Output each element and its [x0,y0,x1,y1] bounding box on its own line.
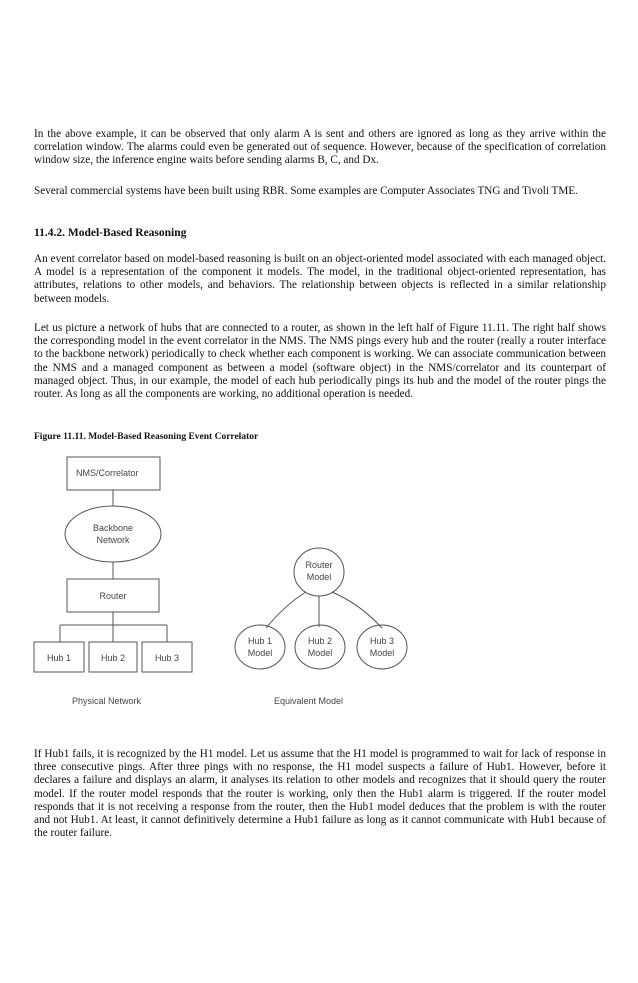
hub1-model-node [235,625,285,669]
backbone-label-line1: Backbone [92,523,134,533]
router-model-label-line2: Model [306,572,332,582]
router-label: Router [99,591,127,601]
paragraph-commercial-systems: Several commercial systems have been built using RBR. Some examples are Computer Associates TNG and Tivoli TME. [34,185,578,197]
paragraph-model-based-intro: An event correlator based on model-based reasoning is built on an object-oriented model associated with each managed object. A model is a representation of the component it models. The model, in the traditional object-oriented representation, has attributes, relations to other models, and behaviors. The relationship between objects is reflected in a similar relationship between models. [34,253,606,305]
figure-caption: Figure 11.11. Model-Based Reasoning Event Correlator [34,432,259,442]
equivalent-model-label: Equivalent Model [274,696,344,706]
section-heading: 11.4.2. Model-Based Reasoning [34,227,187,239]
hub3-model-node [357,625,407,669]
router-to-hub3-model-link [332,592,382,628]
hub1-model-label-line2: Model [247,648,273,658]
backbone-network-node [65,506,161,562]
hub1-label: Hub 1 [46,653,72,663]
paragraph-correlation-window: In the above example, it can be observed that only alarm A is sent and others are ignored as long as they arrive within the correlation window. The alarms could even be generated out of sequence. However, because of the specification of correlation window size, the inference engine waits before sending alarms B, C, and Dx. [34,128,606,167]
router-to-hub1-model-link [266,592,306,628]
nms-correlator-label: NMS/Correlator [76,468,139,478]
hub3-model-label-line1: Hub 3 [369,636,395,646]
router-model-label-line1: Router [305,560,333,570]
backbone-label-line2: Network [96,535,130,545]
paragraph-hub1-failure: If Hub1 fails, it is recognized by the H1 model. Let us assume that the H1 model is programmed to wait for lack of response in three consecutive pings. After three pings with no response, the H1 model suspects a failure of Hub1. However, before it declares a failure and displays an alarm, it analyses its relation to other models and recognizes that it should query the router model. If the router model responds that the router is working, only then the Hub1 alarm is triggered. If the router model responds that it is not receiving a response from the router, then the Hub1 model deduces that the problem is with the router and not Hub1. At least, it cannot definitively determine a Hub1 failure as long as it cannot communicate with Hub1 because of the router failure. [34,748,606,840]
hub2-model-node [295,625,345,669]
hub3-model-label-line2: Model [369,648,395,658]
hub2-model-label-line1: Hub 2 [307,636,333,646]
physical-network-label: Physical Network [72,696,142,706]
paragraph-hub-network: Let us picture a network of hubs that are connected to a router, as shown in the left half of Figure 11.11. The right half shows the corresponding model in the event correlator in the NMS. The NMS pings every hub and the router (really a router interface to the backbone network) periodically to check whether each component is working. We can associate communication between the NMS and a managed component as between a model (software object) in the NMS/correlator and its counterpart of managed object. Thus, in our example, the model of each hub periodically pings its hub and the model of the router pings the router. As long as all the components are working, no additional operation is needed. [34,322,606,401]
hub2-model-label-line2: Model [307,648,333,658]
hub1-model-label-line1: Hub 1 [247,636,273,646]
hub3-label: Hub 3 [154,653,180,663]
hub2-label: Hub 2 [100,653,126,663]
